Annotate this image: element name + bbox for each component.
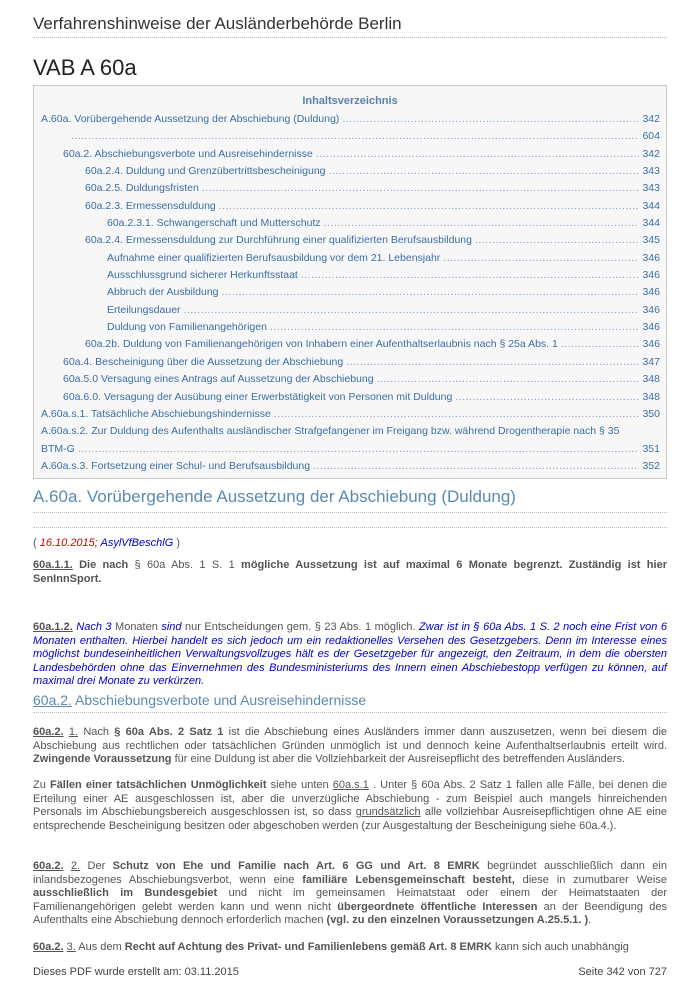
toc-entry[interactable]: ..... 604 xyxy=(41,128,660,145)
link-60a-s-1[interactable]: 60a.s.1 xyxy=(332,779,369,791)
toc-entry[interactable]: 60a.2.3. Ermessensduldung ..... 344 xyxy=(41,198,660,215)
toc-entry[interactable]: Ausschlussgrund sicherer Herkunftsstaat ..... 346 xyxy=(41,267,660,284)
paragraph-ref[interactable]: 60a.1.2. xyxy=(33,621,73,633)
toc-entry[interactable]: 60a.5.0 Versagung eines Antrags auf Aussetzung der Abschiebung ..... 348 xyxy=(41,371,660,388)
document-title: VAB A 60a xyxy=(33,55,137,80)
footer-page-number: Seite 342 von 727 xyxy=(578,966,667,978)
toc-entry[interactable]: 60a.4. Bescheinigung über die Aussetzung der Abschiebung ..... 347 xyxy=(41,354,660,371)
footer-created-date: Dieses PDF wurde erstellt am: 03.11.2015 xyxy=(33,966,239,978)
toc-entry[interactable]: 60a.2.4. Ermessensduldung zur Durchführung einer qualifizierten Berufsausbildung ..... 345 xyxy=(41,232,660,249)
table-of-contents xyxy=(33,85,667,479)
paragraph-ref[interactable]: 60a.2. xyxy=(33,860,64,872)
toc-entry[interactable]: A.60a. Vorübergehende Aussetzung der Abschiebung (Duldung) ..... 342 xyxy=(41,111,660,128)
toc-entry-continued[interactable]: BTM-G ..... 351 xyxy=(41,441,660,458)
toc-entry[interactable]: 60a.6.0. Versagung der Ausübung einer Erwerbstätigkeit von Personen mit Duldung ..... 348 xyxy=(41,389,660,406)
subsection-divider xyxy=(33,712,667,713)
change-law: AsylVfBeschlG xyxy=(97,537,174,549)
paragraph-60a-2-2: 60a.2. 2. Der Schutz von Ehe und Familie nach Art. 6 GG und Art. 8 EMRK begründet ausschließlich dann ein inlandsbezogenes Abschiebungsverbot, wenn eine familiäre Lebensgemeinschaft besteht, diese in zumutbarer Weise ausschließlich im Bundesgebiet und nicht im gemeinsamen Heimatstaat oder einem der Heimatstaaten der Familienangehörigen gelebt werden kann und wenn nicht übergeordnete öffentliche Interessen an der Beendigung des Aufenthalts eine Abschiebung dennoch erforderlich machen (vgl. zu den einzelnen Voraussetzungen A.25.5.1. ). xyxy=(33,860,668,927)
subsection-ref[interactable]: 60a.2. xyxy=(33,692,72,708)
page-header: Verfahrenshinweise der Ausländerbehörde Berlin xyxy=(33,14,402,33)
subsection-title: 60a.2. Abschiebungsverbote und Ausreisehindernisse xyxy=(33,692,367,708)
paragraph-60a-1-1: 60a.1.1. Die nach § 60a Abs. 1 S. 1 mögliche Aussetzung ist auf maximal 6 Monate begrenzt. Zuständig ist hier SenInnSport. xyxy=(33,559,667,585)
paragraph-ref[interactable]: 60a.2. xyxy=(33,726,64,738)
paragraph-impossibility: Zu Fällen einer tatsächlichen Unmöglichkeit siehe unten 60a.s.1 . Unter § 60a Abs. 2 Satz 1 fallen alle Fälle, bei denen die Erteilung einer AE ausgeschlossen ist, aber die unverzügliche Abschiebung - zum Beispiel auch mangels hinreichenden Personals im Abschiebungsbereich ausgeschlossen ist, so dass grundsätzlich alle vollziehbar Ausreisepflichtigen ohne AE eine entsprechende Bescheinigung besitzen oder abgeschoben werden (zur Ausgestaltung der Bescheinigung siehe 60a.4.). xyxy=(33,779,667,832)
paragraph-60a-2-1: 60a.2. 1. Nach § 60a Abs. 2 Satz 1 ist die Abschiebung eines Ausländers immer dann auszusetzen, wenn bei diesem die Abschiebung aus rechtlichen oder tatsächlichen Gründen unmöglich ist und dennoch keine Aufenthaltserlaubnis erteilt wird. Zwingende Voraussetzung für eine Duldung ist aber die Vollziehbarkeit der Ausreisepflicht des betreffenden Ausländers. xyxy=(33,726,668,766)
section-title: A.60a. Vorübergehende Aussetzung der Abschiebung (Duldung) xyxy=(33,487,516,506)
toc-entry[interactable]: Erteilungsdauer ..... 346 xyxy=(41,302,660,319)
change-date: 16.10.2015; xyxy=(39,537,98,549)
toc-entry[interactable]: Abbruch der Ausbildung ..... 346 xyxy=(41,284,660,301)
toc-entry[interactable]: A.60a.s.3. Fortsetzung einer Schul- und Berufsausbildung ..... 352 xyxy=(41,458,660,475)
toc-entry[interactable]: A.60a.s.1. Tatsächliche Abschiebungshindernisse ..... 350 xyxy=(41,406,660,423)
toc-entry[interactable]: 60a.2.5. Duldungsfristen ..... 343 xyxy=(41,180,660,197)
toc-entry[interactable]: 60a.2. Abschiebungsverbote und Ausreisehindernisse ..... 342 xyxy=(41,146,660,163)
paragraph-ref[interactable]: 60a.1.1. xyxy=(33,559,73,571)
toc-entry[interactable]: A.60a.s.2. Zur Duldung des Aufenthalts ausländischer Strafgefangener im Freigang bzw. während Drogentherapie nach § 35 xyxy=(41,425,620,438)
paragraph-60a-2-3: 60a.2. 3. Aus dem Recht auf Achtung des Privat- und Familienlebens gemäß Art. 8 EMRK kann sich auch unabhängig xyxy=(33,941,629,953)
section-divider xyxy=(33,527,667,528)
toc-list xyxy=(41,111,660,475)
toc-entry[interactable]: 60a.2b. Duldung von Familienangehörigen von Inhabern einer Aufenthaltserlaubnis nach § 25a Abs. 1 ..... 346 xyxy=(41,336,660,353)
section-divider xyxy=(33,512,667,513)
toc-entry[interactable]: Duldung von Familienangehörigen ..... 346 xyxy=(41,319,660,336)
header-divider xyxy=(33,37,667,38)
toc-heading: Inhaltsverzeichnis xyxy=(302,95,398,107)
toc-entry[interactable]: 60a.2.4. Duldung und Grenzübertrittsbescheinigung ..... 343 xyxy=(41,163,660,180)
change-note: ( 16.10.2015; AsylVfBeschlG ) xyxy=(33,537,180,549)
toc-entry[interactable]: 60a.2.3.1. Schwangerschaft und Mutterschutz ..... 344 xyxy=(41,215,660,232)
toc-entry[interactable]: Aufnahme einer qualifizierten Berufsausbildung vor dem 21. Lebensjahr ..... 346 xyxy=(41,250,660,267)
document-page xyxy=(33,0,667,990)
paragraph-ref[interactable]: 60a.2. xyxy=(33,941,64,953)
paragraph-60a-1-2: 60a.1.2. Nach 3 Monaten sind nur Entscheidungen gem. § 23 Abs. 1 möglich. Zwar ist in § 60a Abs. 1 S. 2 noch eine Frist von 6 Monaten enthalten. Hierbei handelt es sich jedoch um ein redaktionelles Versehen des Gesetzgebers. Denn im Interesse eines möglichst bundeseinheitlichen Verwaltungsvollzuges hält es der Gesetzgeber für angezeigt, den Zeitraum, in dem die obersten Landesbehörden ohne das Einvernehmen des Bundesministeriums des Innern einen Abschiebestopp verfügen zu können, auf maximal drei Monate zu verkürzen. xyxy=(33,621,667,688)
